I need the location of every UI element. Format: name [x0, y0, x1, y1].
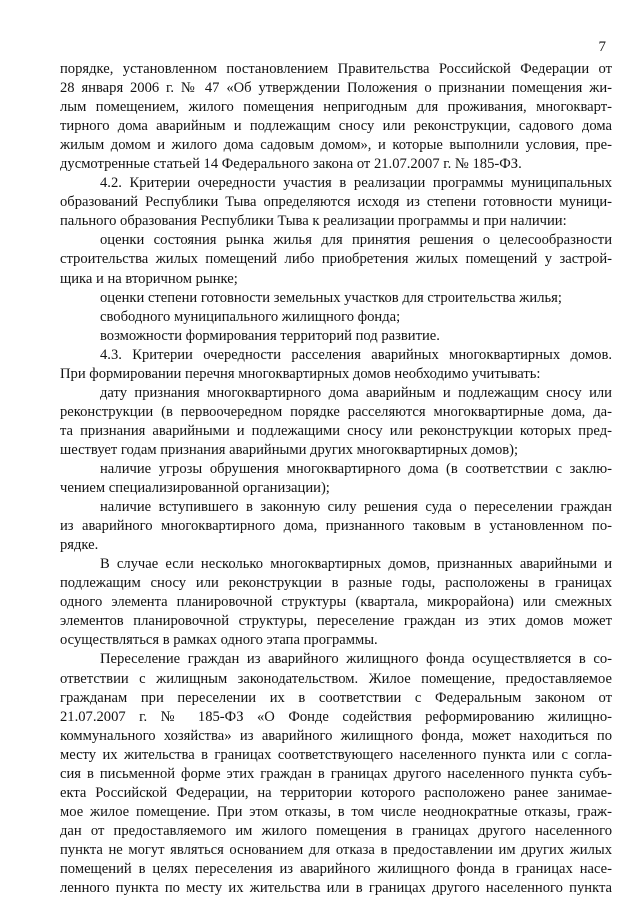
text-line: 4.2. Критерии очередности участия в реализации программы муниципальных	[100, 175, 612, 192]
text-line: пункта не могут являться основанием для отказа в предоставлении им других жилых	[60, 841, 612, 858]
text-line: реконструкции (в первоочередном порядке расселяются многоквартирные дома, да-	[60, 403, 612, 420]
text-line: образований Республики Тыва определяются исходя из степени готовности муници-	[60, 194, 612, 211]
text-line: из аварийного многоквартирного дома, признанного таковым в установленном по-	[60, 518, 612, 535]
text-line: дан от предоставляемого им жилого помещения в границах другого населенного	[60, 822, 612, 839]
text-line: жилым домом и жилого дома садовым домом», и которые выполнили условия, пре-	[60, 137, 612, 154]
text-line: екта Российской Федерации, на территории которого расположено ранее занимае-	[60, 784, 612, 801]
text-line: помещений в целях переселения из аварийного жилищного фонда в границах насе-	[60, 860, 612, 877]
text-line: 28 января 2006 г. № 47 «Об утверждении Положения о признании помещения жи-	[60, 80, 612, 97]
text-line: оценки состояния рынка жилья для принятия решения о целесообразности	[100, 232, 612, 249]
text-line: мое жилое помещение. При этом отказы, в том числе неоднократные отказы, граж-	[60, 803, 612, 820]
text-line: лым помещением, жилого помещения непригодным для проживания, многокварт-	[60, 99, 612, 116]
text-line: тирного дома аварийным и подлежащим сносу или реконструкции, садового дома	[60, 118, 612, 135]
text-line: шествует годам признания аварийными других многоквартирных домов);	[60, 441, 519, 458]
text-line: ответствии с жилищным законодательством. Жилое помещение, предоставляемое	[60, 670, 612, 687]
text-line: подлежащим сносу или реконструкции в разные годы, расположены в границах	[60, 575, 612, 592]
text-line: одного элемента планировочной структуры (квартала, микрорайона) или смежных	[60, 594, 612, 611]
page-number: 7	[598, 39, 606, 55]
text-line: коммунального хозяйства» из аварийного жилищного фонда, может находиться по	[60, 727, 612, 744]
text-line: щика и на вторичном рынке;	[60, 270, 238, 287]
text-line: рядке.	[60, 537, 99, 554]
text-line: строительства жилых помещений либо приобретения жилых помещений у застрой-	[60, 251, 612, 268]
text-line: месту их жительства в границах соответствующего населенного пункта или с согла-	[60, 746, 612, 763]
text-line: В случае если несколько многоквартирных домов, признанных аварийными и	[100, 556, 612, 573]
text-line: свободного муниципального жилищного фонда;	[100, 308, 401, 325]
text-line: При формировании перечня многоквартирных домов необходимо учитывать:	[60, 365, 541, 382]
text-line: ленного пункта по месту их жительства или в границах другого населенного пункта	[60, 880, 612, 897]
text-line: элементов планировочной структуры, переселение граждан из этих домов может	[60, 613, 612, 630]
document-body	[60, 60, 612, 898]
text-line: Переселение граждан из аварийного жилищного фонда осуществляется в со-	[100, 651, 612, 668]
text-line: осуществляться в рамках одного этапа программы.	[60, 632, 378, 649]
text-line: 21.07.2007 г. № 185-ФЗ «О Фонде содействия реформированию жилищно-	[60, 708, 612, 725]
text-line: возможности формирования территорий под развитие.	[100, 327, 440, 344]
text-line: чением специализированной организации);	[60, 480, 330, 497]
text-line: дусмотренные статьей 14 Федерального закона от 21.07.2007 г. № 185-ФЗ.	[60, 156, 522, 173]
text-line: оценки степени готовности земельных участков для строительства жилья;	[100, 289, 562, 306]
text-line: та признания аварийными и подлежащими сносу или реконструкции которых пред-	[60, 422, 612, 439]
text-line: 4.3. Критерии очередности расселения аварийных многоквартирных домов.	[100, 346, 612, 363]
text-line: пального образования Республики Тыва к реализации программы и при наличии:	[60, 213, 567, 230]
text-line: сия в письменной форме этих граждан в границах другого населенного пункта субъ-	[60, 765, 612, 782]
text-line: наличие вступившего в законную силу решения суда о переселении граждан	[100, 499, 612, 516]
text-line: порядке, установленном постановлением Правительства Российской Федерации от	[60, 61, 612, 77]
text-line: гражданам при переселении их в соответствии с Федеральным законом от	[60, 689, 612, 706]
text-line: наличие угрозы обрушения многоквартирного дома (в соответствии с заклю-	[100, 460, 612, 477]
text-line: дату признания многоквартирного дома аварийным и подлежащим сносу или	[100, 384, 612, 401]
